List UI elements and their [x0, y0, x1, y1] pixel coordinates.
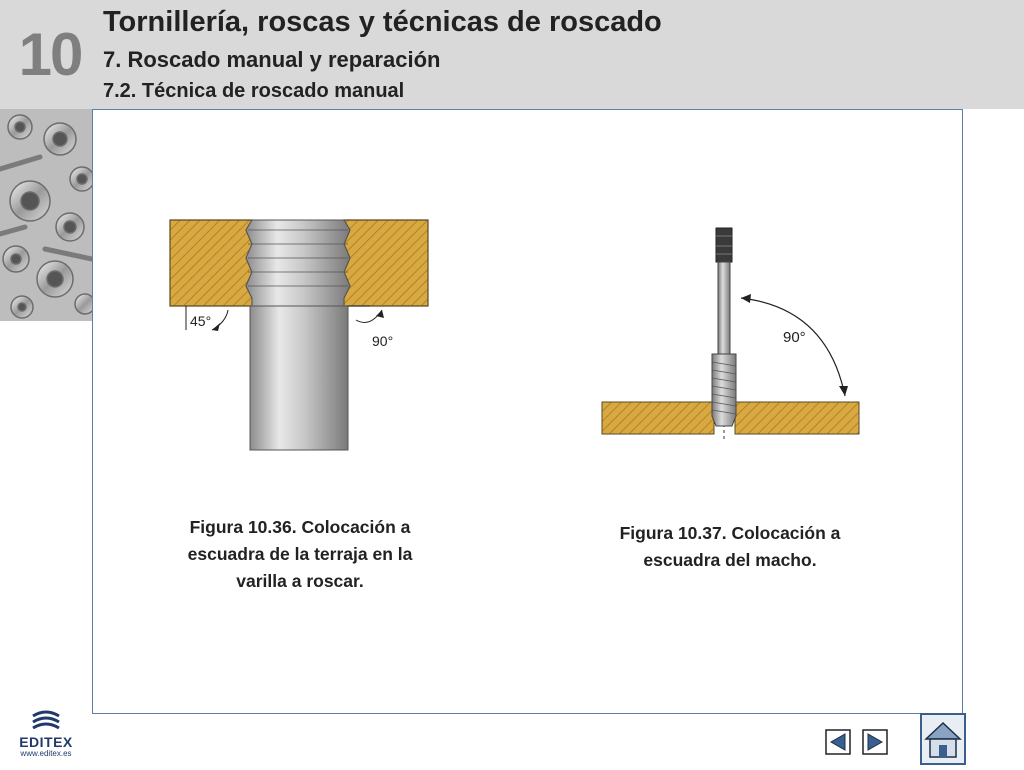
die-body-left	[170, 220, 252, 306]
figure-tap-square	[595, 220, 865, 450]
caption-line: escuadra del macho.	[643, 550, 817, 570]
section-title: 7. Roscado manual y reparación	[103, 47, 441, 72]
editex-logo[interactable]	[14, 710, 78, 760]
caption-line: Figura 10.36. Colocación a	[189, 517, 411, 537]
subsection-title: 7.2. Técnica de roscado manual	[103, 80, 405, 102]
home-button[interactable]	[920, 713, 966, 765]
die-body-right	[344, 220, 428, 306]
triangle-left-icon	[825, 729, 851, 755]
logo-url: www.editex.es	[20, 749, 72, 758]
tap-shank	[718, 262, 730, 354]
home-icon	[920, 713, 966, 765]
logo-text: EDITEX	[19, 734, 73, 750]
caption-line: escuadra de la terraja en la	[187, 544, 413, 564]
caption-line: varilla a roscar.	[236, 571, 364, 591]
rod-threaded	[246, 220, 350, 306]
caption-figure-10-37	[590, 520, 870, 574]
chapter-number: 10	[18, 21, 82, 88]
triangle-right-icon	[862, 729, 888, 755]
tap-square-head	[716, 228, 732, 262]
rod-plain	[250, 306, 348, 450]
screws-photo	[0, 109, 92, 321]
page-title: Tornillería, roscas y técnicas de roscado	[103, 6, 662, 38]
caption-figure-10-36	[150, 514, 450, 595]
next-slide-button[interactable]	[862, 729, 888, 755]
angle-label-90: 90°	[783, 329, 806, 346]
workpiece-right	[735, 402, 859, 434]
figure-die-on-rod	[160, 210, 440, 460]
angle-label-90: 90°	[372, 333, 394, 349]
caption-line: Figura 10.37. Colocación a	[619, 523, 841, 543]
editex-logo-icon	[29, 710, 63, 730]
workpiece-left	[602, 402, 714, 434]
tap-threaded	[712, 354, 736, 426]
previous-slide-button[interactable]	[825, 729, 851, 755]
angle-label-45: 45°	[190, 313, 212, 329]
